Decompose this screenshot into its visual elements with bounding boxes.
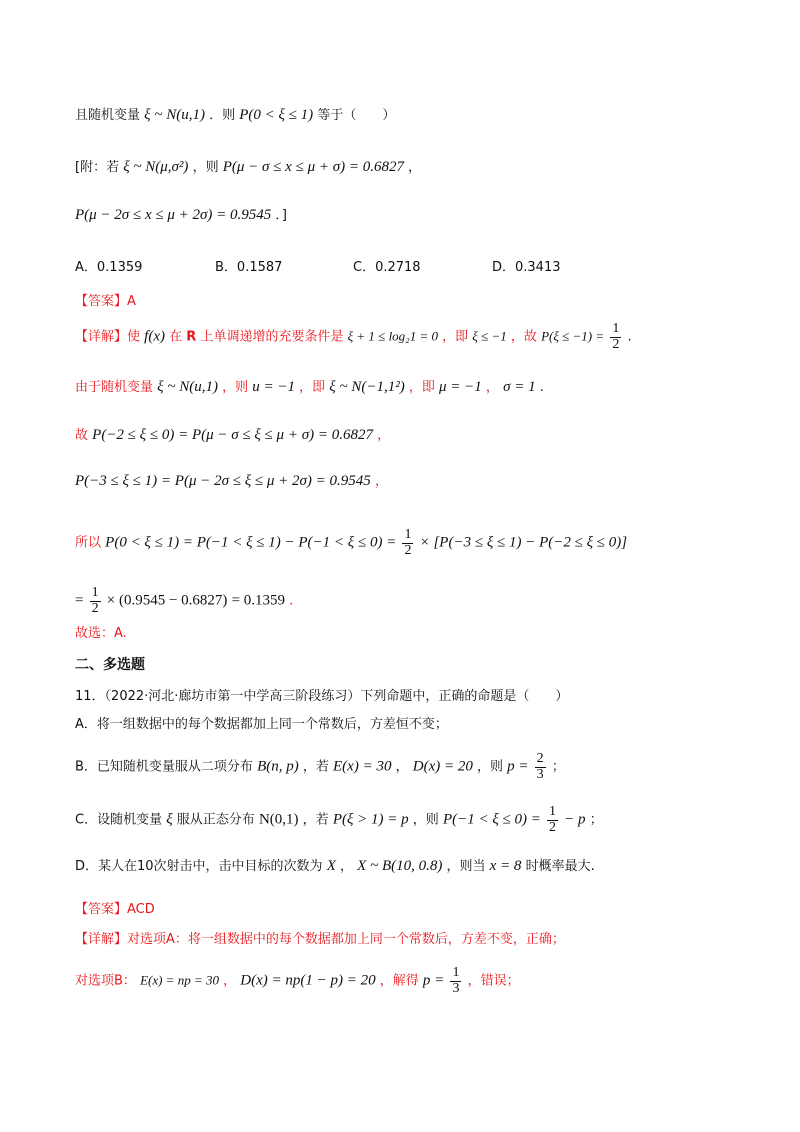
q10-detail-line-3 (75, 424, 760, 444)
text: . (539, 380, 544, 395)
text: ，则 (477, 759, 504, 775)
q10-detail-line-1 (75, 322, 760, 352)
math: P(−2 ≤ ξ ≤ 0) = P(μ − σ ≤ ξ ≤ μ + σ) = 0.6827 (92, 427, 373, 443)
text: [附：若 (75, 160, 120, 175)
q11-detail-b (75, 966, 760, 996)
text: 上单调递增的充要条件是 (200, 329, 344, 345)
text: 故 (75, 428, 89, 443)
q10-detail-line-4 (75, 470, 760, 490)
text: 时概率最大. (525, 859, 595, 874)
math: μ = −1 (439, 379, 482, 395)
fraction (547, 805, 558, 835)
q10-stem-line (75, 104, 760, 124)
text: B．已知随机变量服从二项分布 (75, 759, 253, 775)
math: B(n, p) (257, 758, 299, 775)
fraction (535, 752, 546, 782)
q10-option-b: B．0.1587 (215, 260, 283, 275)
math: D(x) = np(1 − p) = 20 (240, 972, 376, 989)
text: C．设随机变量 (75, 812, 163, 828)
text: ，即 (442, 329, 469, 345)
text: ， (395, 759, 409, 775)
math: ξ ~ N(u,1) (157, 379, 218, 395)
math: ξ (166, 811, 173, 828)
text: 对选项B： (75, 973, 136, 989)
math: x = 8 (489, 858, 522, 874)
text: ，故 (510, 329, 537, 345)
math: f(x) (144, 328, 165, 345)
math: × (0.9545 − 0.6827) (106, 592, 228, 609)
fraction-numerator: 1 (404, 527, 412, 542)
fraction-denominator: 2 (549, 819, 557, 835)
text: ，即 (299, 380, 326, 395)
math: ξ ~ N(u,1) (144, 107, 205, 123)
q11-stem: 11．（2022·河北·廊坊市第一中学高三阶段练习）下列命题中，正确的命题是（ ） (75, 689, 569, 704)
fraction (450, 966, 461, 996)
text: ， (340, 859, 354, 874)
q11-option-a: A．将一组数据中的每个数据都加上同一个常数后，方差恒不变； (75, 717, 448, 732)
fraction-denominator: 2 (91, 600, 99, 616)
fraction-numerator: 1 (91, 585, 99, 600)
math: u = −1 (252, 379, 295, 395)
q10-option-d: D．0.3413 (492, 260, 561, 275)
fraction-numerator: 1 (549, 804, 557, 819)
text: 且随机变量 (75, 108, 141, 123)
text: ，若 (302, 759, 329, 775)
text: ； (551, 759, 565, 775)
math: ξ ≤ −1 (472, 328, 507, 344)
q10-detail-line-2 (75, 376, 760, 396)
math: E(x) = 30 (333, 758, 392, 775)
q10-option-a: A．0.1359 (75, 260, 143, 275)
text: ， (408, 160, 422, 175)
text: ．] (275, 208, 287, 223)
math: p = (422, 972, 445, 989)
math: = (75, 592, 84, 609)
text: 服从正态分布 (176, 812, 255, 828)
fraction (90, 586, 101, 616)
text: 等于（ ） (317, 108, 396, 123)
text: D．某人在10次射击中，击中目标的次数为 (75, 859, 323, 874)
text: ．则 (209, 108, 236, 123)
q10-option-c: C．0.2718 (353, 260, 421, 275)
text: ，则 (192, 160, 219, 175)
text: 在 (169, 329, 183, 345)
text: ， (223, 973, 237, 989)
math: N(0,1) (258, 811, 299, 828)
text: ，错误； (467, 973, 520, 989)
math: E(x) = np = 30 (140, 972, 219, 988)
q11-answer: 【答案】ACD (75, 902, 155, 917)
math: X ~ B(10, 0.8) (357, 858, 443, 874)
math: P(μ − σ ≤ x ≤ μ + σ) = 0.6827 (222, 159, 404, 175)
math: P(0 < ξ ≤ 1) = P(−1 < ξ ≤ 1) − P(−1 < ξ ≤ 0) = (105, 534, 397, 551)
math: ξ + 1 ≤ log₂1 = 0 (347, 328, 438, 344)
text: ，则 (412, 812, 439, 828)
math: P(−3 ≤ ξ ≤ 1) = P(μ − 2σ ≤ ξ ≤ μ + 2σ) = 0.9545 (75, 473, 371, 489)
text: ； (589, 812, 603, 828)
fraction-denominator: 2 (612, 336, 620, 352)
math: D(x) = 20 (412, 758, 473, 775)
text: ，即 (408, 380, 435, 395)
q11-option-c (75, 805, 760, 835)
text: 所以 (75, 535, 102, 551)
math: × [P(−3 ≤ ξ ≤ 1) − P(−2 ≤ ξ ≤ 0)] (419, 534, 628, 551)
fraction (610, 322, 621, 352)
section-title: 二、多选题 (75, 657, 145, 673)
text: ，则 (222, 380, 249, 395)
q11-detail-a: 【详解】对选项A：将一组数据中的每个数据都加上同一个常数后，方差不变，正确； (75, 932, 565, 947)
math: P(0 < ξ ≤ 1) (239, 107, 314, 123)
fraction (402, 528, 413, 558)
q11-option-b (75, 752, 760, 782)
q11-option-d (75, 855, 760, 875)
q10-choose: 故选：A. (75, 626, 127, 641)
fraction-numerator: 2 (536, 751, 544, 766)
text: ， (374, 474, 388, 489)
text: ， (485, 380, 499, 395)
math: ξ ~ N(−1,1²) (329, 379, 405, 395)
math: ξ ~ N(μ,σ²) (123, 159, 189, 175)
fraction-denominator: 3 (536, 766, 544, 782)
q10-detail-line-6 (75, 586, 760, 616)
math: P(ξ ≤ −1) = (541, 328, 605, 344)
math: p = (507, 758, 529, 775)
text: ， (377, 428, 391, 443)
q10-detail-line-5 (75, 528, 760, 558)
math: = 0.1359 (231, 592, 286, 609)
text: . (289, 593, 294, 609)
math: − p (564, 811, 586, 828)
math: P(μ − 2σ ≤ x ≤ μ + 2σ) = 0.9545 (75, 207, 272, 223)
q10-hint-line-2 (75, 204, 760, 224)
math: σ = 1 (503, 379, 536, 395)
text: 由于随机变量 (75, 380, 154, 395)
math: P(−1 < ξ ≤ 0) = (442, 811, 541, 828)
q10-hint-line (75, 156, 760, 176)
math: X (326, 858, 336, 874)
text: ，若 (302, 812, 329, 828)
text: R (186, 329, 197, 345)
q10-answer: 【答案】A (75, 294, 136, 309)
fraction-denominator: 3 (452, 980, 460, 996)
fraction-denominator: 2 (404, 542, 412, 558)
text: 【详解】使 (75, 329, 141, 345)
fraction-numerator: 1 (612, 321, 620, 336)
fraction-numerator: 1 (452, 965, 460, 980)
text: ，解得 (379, 973, 419, 989)
text: ，则当 (446, 859, 486, 874)
math: P(ξ > 1) = p (332, 811, 409, 828)
text: . (627, 329, 632, 345)
